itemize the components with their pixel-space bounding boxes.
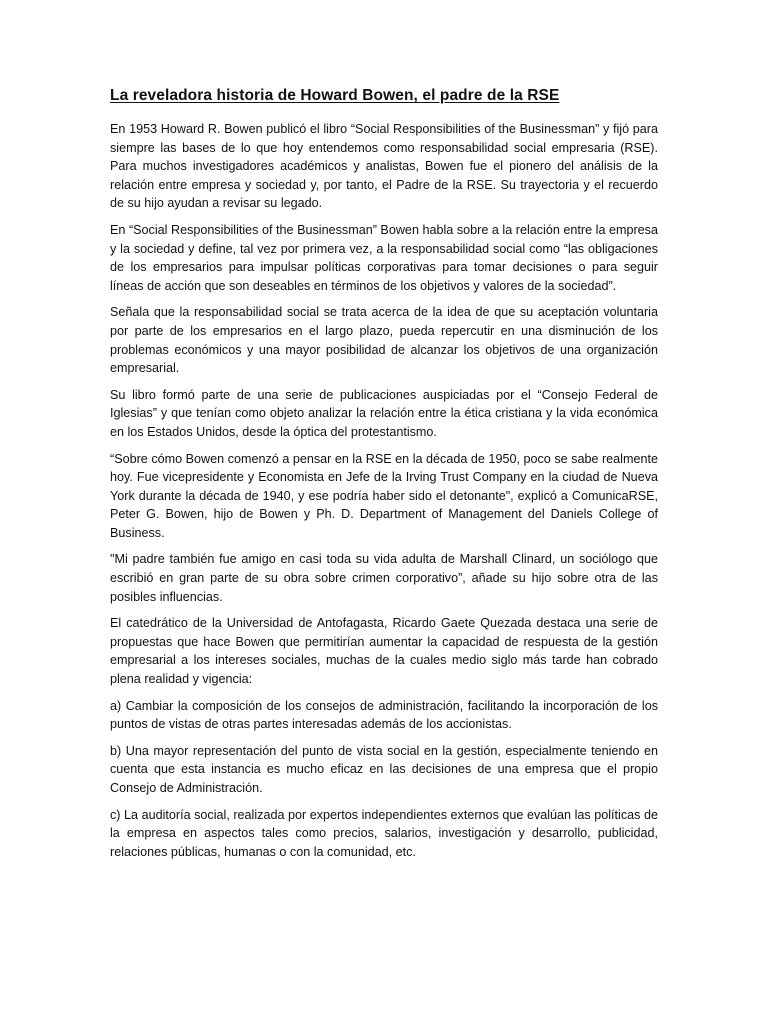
- list-item-a: a) Cambiar la composición de los consejos de administración, facilitando la incorporación de los puntos de vistas de otras partes interesadas además de los accionistas.: [110, 698, 658, 732]
- paragraph-definition: En “Social Responsibilities of the Businessman” Bowen habla sobre a la relación entre la empresa y la sociedad y define, tal vez por primera vez, a la responsabilidad social como “las obligaciones de los empresarios para impulsar políticas corporativas para tomar decisiones o para seguir líneas de acción que son deseables en términos de los objetivos y valores de la sociedad”.: [110, 222, 658, 293]
- paragraph-clinard-quote: "Mi padre también fue amigo en casi toda su vida adulta de Marshall Clinard, un sociólogo que escribió en gran parte de su obra sobre crimen corporativo”, añade su hijo sobre otra de las posibles influencias.: [110, 552, 658, 604]
- paragraph-son-quote: “Sobre cómo Bowen comenzó a pensar en la RSE en la década de 1950, poco se sabe realmente hoy. Fue vicepresidente y Economista en Jefe de la Irving Trust Company en la ciudad de Nueva York durante la década de 1940, y ese podría haber sido el detonante", explicó a ComunicaRSE, Peter G. Bowen, hijo de Bowen y Ph. D. Department of Management del Daniels College of Business.: [110, 451, 658, 540]
- list-item-b: b) Una mayor representación del punto de vista social en la gestión, especialmente teniendo en cuenta que esta instancia es mucho eficaz en las decisiones de una empresa que el propio Consejo de Administración.: [110, 743, 658, 795]
- paragraph-council-of-churches: Su libro formó parte de una serie de publicaciones auspiciadas por el “Consejo Federal de Iglesias” y que tenían como objeto analizar la relación entre la ética cristiana y la vida económica en los Estados Unidos, desde la óptica del protestantismo.: [110, 387, 658, 439]
- list-item-c: c) La auditoría social, realizada por expertos independientes externos que evalúan las políticas de la empresa en aspectos tales como precios, salarios, investigación y desarrollo, publicidad, relaciones públicas, humanas o con la comunidad, etc.: [110, 807, 658, 859]
- paragraph-intro: En 1953 Howard R. Bowen publicó el libro “Social Responsibilities of the Businessman” y fijó para siempre las bases de lo que hoy entendemos como responsabilidad social empresaria (RSE). Para muchos investigadores académicos y analistas, Bowen fue el pionero del análisis de la relación entre empresa y sociedad y, por tanto, el Padre de la RSE. Su trayectoria y el recuerdo de su hijo ayudan a revisar su legado.: [110, 122, 658, 211]
- document-title: La reveladora historia de Howard Bowen, el padre de la RSE: [110, 87, 560, 104]
- paragraph-voluntary-acceptance: Señala que la responsabilidad social se trata acerca de la idea de que su aceptación voluntaria por parte de los empresarios en el largo plazo, pueda repercutir en una disminución de los problemas económicos y una mayor posibilidad de alcanzar los objetivos de una organización empresarial.: [110, 305, 658, 376]
- document-page: [110, 86, 658, 869]
- paragraph-gaete-proposals: El catedrático de la Universidad de Antofagasta, Ricardo Gaete Quezada destaca una serie de propuestas que hace Bowen que permitirían aumentar la capacidad de respuesta de la gestión empresarial a los intereses sociales, muchas de la cuales medio siglo más tarde han cobrado plena realidad y vigencia:: [110, 616, 658, 687]
